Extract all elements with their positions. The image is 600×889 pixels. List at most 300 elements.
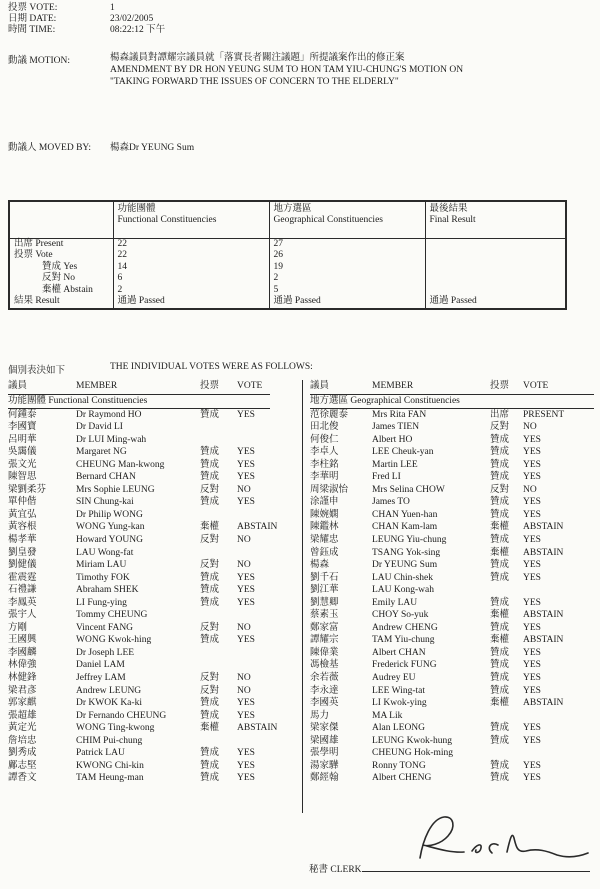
member-name-en: Miriam LAU	[76, 560, 127, 571]
member-vote-zh	[490, 710, 523, 723]
member-name-zh: 湯家驊	[310, 760, 339, 771]
member-row	[310, 672, 594, 685]
member-name-en: Ronny TONG	[372, 760, 426, 771]
member-vote-en	[237, 421, 300, 434]
member-name-en: LI Kwok-ying	[372, 698, 427, 709]
member-vote-en: YES	[523, 723, 541, 734]
member-row	[8, 772, 300, 785]
member-row	[310, 521, 594, 534]
member-name-zh: 林偉強	[8, 660, 37, 671]
member-name-zh: 劉千石	[310, 572, 339, 583]
member-name-en: Andrew CHENG	[372, 622, 438, 633]
member-row	[310, 647, 594, 660]
member-row	[8, 710, 300, 723]
member-name-en: Bernard CHAN	[76, 472, 136, 483]
member-row	[8, 521, 300, 534]
summary-row	[9, 262, 566, 274]
moved-by-value: 楊森Dr YEUNG Sum	[110, 143, 195, 153]
member-vote-en	[523, 584, 594, 597]
summary-final-value	[425, 273, 566, 285]
date-value: 23/02/2005	[110, 13, 154, 24]
member-name-en: TSANG Yok-sing	[372, 547, 441, 558]
member-vote-zh	[200, 647, 237, 660]
member-vote-zh: 棄權	[490, 635, 510, 646]
member-vote-en	[237, 647, 300, 660]
member-vote-en: ABSTAIN	[523, 635, 564, 646]
votes-column-header	[310, 380, 594, 395]
vote-header-en: VOTE	[237, 381, 263, 391]
clerk-label: 秘書 CLERK	[309, 865, 362, 875]
member-row	[8, 760, 300, 773]
member-name-zh: 陳婉嫻	[310, 509, 339, 520]
member-name-en: WONG Yung-kan	[76, 522, 145, 533]
member-name-zh: 劉健儀	[8, 560, 37, 571]
member-vote-en: YES	[523, 497, 541, 508]
member-row	[310, 471, 594, 484]
member-name-zh: 譚耀宗	[310, 635, 339, 646]
member-vote-zh	[200, 434, 237, 447]
member-vote-zh: 贊成	[490, 672, 510, 683]
member-vote-en	[237, 434, 300, 447]
member-row	[8, 421, 300, 434]
member-name-en: James TIEN	[372, 422, 420, 433]
member-vote-en: NO	[237, 672, 251, 683]
member-name-en: Dr LUI Ming-wah	[76, 434, 147, 445]
member-vote-zh: 反對	[490, 422, 510, 433]
member-row	[8, 446, 300, 459]
member-row	[8, 622, 300, 635]
member-name-zh: 李柱銘	[310, 459, 339, 470]
member-vote-en: YES	[523, 509, 541, 520]
member-row	[8, 634, 300, 647]
member-name-zh: 譚香文	[8, 773, 37, 784]
member-name-en: WONG Ting-kwong	[76, 723, 155, 734]
member-vote-zh: 贊成	[200, 572, 220, 583]
member-vote-zh: 棄權	[490, 610, 510, 621]
member-name-en: CHIM Pui-chung	[76, 735, 143, 746]
geographical-members-list	[310, 409, 594, 785]
member-vote-en: YES	[237, 459, 255, 470]
member-vote-en: ABSTAIN	[523, 522, 564, 533]
member-row	[310, 434, 594, 447]
member-name-zh: 黃容根	[8, 522, 37, 533]
member-name-en: Patrick LAU	[76, 748, 125, 759]
member-vote-en: NO	[237, 622, 251, 633]
member-vote-zh: 贊成	[490, 723, 510, 734]
member-name-zh: 李永達	[310, 685, 339, 696]
vote-header-en: VOTE	[523, 381, 549, 391]
member-name-en: KWONG Chi-kin	[76, 760, 144, 771]
member-row	[8, 672, 300, 685]
member-name-zh: 林健鋒	[8, 672, 37, 683]
member-vote-en: YES	[523, 597, 541, 608]
member-name-en: LAU Wong-fat	[76, 547, 134, 558]
member-row	[8, 647, 300, 660]
member-vote-zh: 贊成	[490, 534, 510, 545]
member-name-zh: 李華明	[310, 472, 339, 483]
member-name-zh: 田北俊	[310, 422, 339, 433]
member-name-zh: 何俊仁	[310, 434, 339, 445]
member-row	[8, 597, 300, 610]
member-vote-zh	[490, 584, 523, 597]
member-row	[8, 496, 300, 509]
summary-functional-value: 6	[113, 273, 269, 285]
member-vote-zh: 反對	[200, 685, 220, 696]
member-name-en: CHEUNG Hok-ming	[372, 748, 454, 759]
member-row	[310, 534, 594, 547]
member-vote-en: NO	[237, 534, 251, 545]
member-vote-zh	[200, 421, 237, 434]
member-vote-zh: 棄權	[490, 547, 510, 558]
member-name-zh: 鄭經翰	[310, 773, 339, 784]
individual-votes-heading	[8, 362, 313, 376]
summary-row-label: 出席 Present	[14, 238, 64, 249]
member-name-en: CHAN Yuen-han	[372, 509, 438, 520]
member-name-zh: 張宇人	[8, 610, 37, 621]
member-vote-en: YES	[237, 447, 255, 458]
functional-group-label: 功能團體 Functional Constituencies	[8, 395, 270, 409]
member-vote-en: YES	[523, 572, 541, 583]
summary-table	[8, 200, 567, 310]
member-vote-zh: 反對	[200, 560, 220, 571]
votes-column-header	[8, 380, 270, 395]
member-vote-zh: 贊成	[490, 459, 510, 470]
geographical-constituencies-column	[310, 380, 594, 785]
motion-line-en-2: "TAKING FORWARD THE ISSUES OF CONCERN TO THE ELDERLY"	[110, 77, 399, 87]
member-row	[310, 597, 594, 610]
member-vote-en: NO	[523, 422, 537, 433]
member-vote-zh: 贊成	[200, 710, 220, 721]
member-vote-zh: 贊成	[490, 647, 510, 658]
member-vote-en: YES	[523, 622, 541, 633]
member-vote-zh: 反對	[490, 484, 510, 495]
member-vote-en: YES	[523, 672, 541, 683]
member-row	[310, 459, 594, 472]
member-name-en: SIN Chung-kai	[76, 497, 134, 508]
member-vote-zh	[200, 509, 237, 522]
member-row	[310, 747, 594, 760]
member-row	[310, 760, 594, 773]
member-vote-en: YES	[237, 409, 255, 420]
member-row	[310, 484, 594, 497]
member-row	[8, 484, 300, 497]
member-name-en: Albert CHENG	[372, 773, 432, 784]
member-name-en: CHEUNG Man-kwong	[76, 459, 165, 470]
member-vote-en: PRESENT	[523, 409, 565, 420]
member-row	[310, 685, 594, 698]
member-row	[310, 584, 594, 597]
member-row	[8, 722, 300, 735]
member-header-zh: 議員	[310, 381, 330, 391]
member-vote-en: YES	[237, 760, 255, 771]
member-name-zh: 呂明華	[8, 434, 37, 445]
member-name-en: Mrs Selina CHOW	[372, 484, 445, 495]
member-vote-en: YES	[237, 698, 255, 709]
member-vote-zh: 贊成	[200, 773, 220, 784]
member-vote-en: NO	[237, 560, 251, 571]
member-name-en: Martin LEE	[372, 459, 418, 470]
summary-row	[9, 285, 566, 297]
member-vote-zh: 贊成	[490, 660, 510, 671]
member-row	[8, 735, 300, 748]
member-name-en: James TO	[372, 497, 410, 508]
member-vote-en: YES	[523, 472, 541, 483]
member-row	[310, 710, 594, 723]
member-name-en: Albert CHAN	[372, 647, 426, 658]
functional-constituencies-column	[8, 380, 300, 785]
member-vote-en: YES	[237, 572, 255, 583]
member-name-zh: 馬力	[310, 710, 330, 721]
time-label: 時間 TIME:	[8, 24, 56, 35]
member-name-zh: 陳偉業	[310, 647, 339, 658]
member-name-en: Albert HO	[372, 434, 413, 445]
motion-line-en-1: AMENDMENT BY DR HON YEUNG SUM TO HON TAM YIU-CHUNG'S MOTION ON	[110, 65, 464, 75]
member-name-en: CHAN Kam-lam	[372, 522, 438, 533]
member-vote-en	[237, 509, 300, 522]
member-vote-en: YES	[523, 647, 541, 658]
summary-row	[9, 296, 566, 308]
member-vote-zh: 出席	[490, 409, 510, 420]
member-vote-en: YES	[523, 773, 541, 784]
summary-header-final-zh: 最後結果	[429, 204, 468, 214]
member-name-zh: 陳智思	[8, 472, 37, 483]
member-row	[8, 659, 300, 672]
individual-votes-heading-zh: 個別表決如下	[8, 366, 66, 376]
member-vote-zh: 贊成	[490, 735, 510, 746]
member-vote-zh: 贊成	[490, 597, 510, 608]
member-name-en: Fred LI	[372, 472, 401, 483]
member-vote-en: YES	[237, 748, 255, 759]
summary-row-label: 投票 Vote	[14, 249, 53, 260]
member-name-zh: 李國英	[310, 698, 339, 709]
member-name-en: Dr Fernando CHEUNG	[76, 710, 167, 721]
member-name-zh: 何鍾泰	[8, 409, 37, 420]
motion-text	[110, 52, 580, 88]
geographical-group-label: 地方選區 Geographical Constituencies	[310, 395, 594, 409]
member-name-en: LEE Wing-tat	[372, 685, 425, 696]
member-name-en: Mrs Sophie LEUNG	[76, 484, 155, 495]
member-name-en: Dr David LI	[76, 422, 123, 433]
member-row	[310, 421, 594, 434]
member-header-zh: 議員	[8, 381, 28, 391]
member-vote-zh	[200, 735, 237, 748]
summary-header-geographical-en: Geographical Constituencies	[273, 215, 383, 225]
clerk-signature	[398, 810, 593, 868]
member-row	[310, 634, 594, 647]
member-vote-en	[523, 710, 594, 723]
summary-geographical-value: 26	[269, 250, 425, 262]
member-row	[8, 534, 300, 547]
member-name-en: WONG Kwok-hing	[76, 635, 152, 646]
member-row	[8, 471, 300, 484]
member-name-zh: 郭家麒	[8, 698, 37, 709]
member-name-en: CHOY So-yuk	[372, 610, 429, 621]
summary-header-row	[9, 201, 566, 238]
summary-functional-value: 22	[113, 238, 269, 250]
member-name-zh: 梁君彥	[8, 685, 37, 696]
summary-header-final	[425, 201, 566, 238]
member-name-en: LEE Cheuk-yan	[372, 447, 434, 458]
member-vote-zh: 贊成	[490, 622, 510, 633]
member-vote-en: YES	[523, 447, 541, 458]
member-name-zh: 陳鑑林	[310, 522, 339, 533]
member-name-en: Dr Raymond HO	[76, 409, 142, 420]
member-row	[8, 747, 300, 760]
member-name-zh: 楊孝華	[8, 534, 37, 545]
date-label: 日期 DATE:	[8, 13, 57, 24]
member-name-zh: 蔡素玉	[310, 610, 339, 621]
member-name-zh: 范徐麗泰	[310, 409, 349, 420]
member-row	[310, 735, 594, 748]
member-vote-en	[237, 659, 300, 672]
member-name-zh: 黃宜弘	[8, 509, 37, 520]
member-vote-zh	[490, 747, 523, 760]
member-row	[310, 659, 594, 672]
member-vote-zh: 棄權	[200, 723, 220, 734]
member-name-en: Howard YOUNG	[76, 534, 143, 545]
member-vote-zh: 贊成	[200, 409, 220, 420]
member-vote-zh: 贊成	[490, 685, 510, 696]
summary-geographical-value: 2	[269, 273, 425, 285]
member-vote-zh: 贊成	[490, 509, 510, 520]
member-vote-en: YES	[237, 710, 255, 721]
summary-row-label: 棄權 Abstain	[42, 284, 93, 295]
vote-number-label: 投票 VOTE:	[8, 3, 58, 13]
member-row	[310, 446, 594, 459]
member-vote-zh: 反對	[200, 484, 220, 495]
member-row	[310, 572, 594, 585]
member-vote-en: NO	[237, 484, 251, 495]
member-name-zh: 楊森	[310, 560, 330, 571]
summary-header-geographical	[269, 201, 425, 238]
summary-row	[9, 273, 566, 285]
member-vote-en: YES	[523, 560, 541, 571]
member-vote-en: YES	[523, 660, 541, 671]
member-vote-zh: 棄權	[490, 698, 510, 709]
member-vote-en: ABSTAIN	[523, 698, 564, 709]
member-vote-zh	[200, 659, 237, 672]
summary-final-value	[425, 262, 566, 274]
member-row	[8, 609, 300, 622]
member-vote-zh: 贊成	[490, 560, 510, 571]
member-row	[310, 609, 594, 622]
member-row	[8, 572, 300, 585]
summary-geographical-value: 19	[269, 262, 425, 274]
member-vote-en: YES	[523, 685, 541, 696]
summary-final-value	[425, 238, 566, 250]
member-vote-zh	[200, 547, 237, 560]
summary-header-functional-zh: 功能團體	[117, 204, 156, 214]
summary-final-value: 通過 Passed	[425, 296, 566, 308]
member-row	[310, 559, 594, 572]
member-name-en: Frederick FUNG	[372, 660, 437, 671]
member-vote-en	[237, 547, 300, 560]
member-name-zh: 李國寶	[8, 422, 37, 433]
summary-header-functional	[113, 201, 269, 238]
member-vote-en: ABSTAIN	[523, 610, 564, 621]
member-vote-zh: 反對	[200, 622, 220, 633]
member-name-zh: 鄺志堅	[8, 760, 37, 771]
motion-line-zh: 楊森議員對譚耀宗議員就「落實長者關注議題」所提議案作出的修正案	[110, 53, 405, 63]
date-row	[8, 14, 165, 25]
column-divider-line	[302, 380, 303, 813]
member-vote-zh: 贊成	[200, 472, 220, 483]
member-name-zh: 余若薇	[310, 672, 339, 683]
summary-header-empty	[9, 201, 113, 238]
member-vote-zh: 贊成	[200, 585, 220, 596]
member-name-zh: 霍震霆	[8, 572, 37, 583]
member-vote-zh: 贊成	[490, 760, 510, 771]
member-row	[310, 772, 594, 785]
member-header-en: MEMBER	[76, 381, 118, 391]
vote-number-value: 1	[110, 3, 115, 13]
summary-functional-value: 2	[113, 285, 269, 297]
member-row	[310, 622, 594, 635]
member-name-zh: 詹培忠	[8, 735, 37, 746]
member-row	[8, 547, 300, 560]
member-vote-zh: 贊成	[490, 773, 510, 784]
member-row	[8, 697, 300, 710]
member-vote-zh: 贊成	[490, 497, 510, 508]
summary-geographical-value: 27	[269, 238, 425, 250]
time-row	[8, 25, 165, 36]
individual-votes-table	[0, 380, 600, 815]
member-vote-zh: 棄權	[200, 522, 220, 533]
member-vote-zh: 贊成	[490, 472, 510, 483]
member-name-zh: 周梁淑怡	[310, 484, 349, 495]
vote-header-zh: 投票	[490, 381, 510, 391]
member-vote-zh: 贊成	[200, 760, 220, 771]
member-name-zh: 鄭家富	[310, 622, 339, 633]
time-value: 08:22:12 下午	[110, 24, 166, 35]
member-name-en: Tommy CHEUNG	[76, 610, 148, 621]
member-name-zh: 曾鈺成	[310, 547, 339, 558]
member-name-en: LI Fung-ying	[76, 597, 127, 608]
member-row	[8, 559, 300, 572]
member-vote-zh: 棄權	[490, 522, 510, 533]
member-row	[8, 434, 300, 447]
member-name-en: Emily LAU	[372, 597, 418, 608]
member-name-en: Andrew LEUNG	[76, 685, 142, 696]
member-vote-en: ABSTAIN	[523, 547, 564, 558]
motion-label: 動議 MOTION:	[8, 56, 71, 66]
summary-header-final-en: Final Result	[429, 215, 476, 225]
summary-header-geographical-zh: 地方選區	[273, 204, 312, 214]
member-vote-en: YES	[237, 585, 255, 596]
summary-row-label: 贊成 Yes	[42, 261, 78, 272]
member-name-en: Timothy FOK	[76, 572, 130, 583]
member-vote-en	[523, 747, 594, 760]
individual-votes-heading-en: THE INDIVIDUAL VOTES WERE AS FOLLOWS:	[110, 362, 313, 372]
member-name-en: Dr Philip WONG	[76, 509, 143, 520]
member-vote-zh: 贊成	[200, 698, 220, 709]
summary-row	[9, 250, 566, 262]
member-name-zh: 李鳳英	[8, 597, 37, 608]
member-name-en: TAM Heung-man	[76, 773, 144, 784]
member-name-en: Alan LEONG	[372, 723, 426, 734]
member-name-zh: 梁耀忠	[310, 534, 339, 545]
member-vote-zh: 贊成	[490, 434, 510, 445]
member-name-en: Margaret NG	[76, 447, 127, 458]
member-row	[310, 547, 594, 560]
member-vote-en: YES	[237, 472, 255, 483]
member-vote-zh: 贊成	[200, 635, 220, 646]
member-vote-en: YES	[237, 497, 255, 508]
member-name-en: LEUNG Yiu-chung	[372, 534, 447, 545]
member-vote-en: YES	[523, 434, 541, 445]
member-name-zh: 李卓人	[310, 447, 339, 458]
member-name-en: MA Lik	[372, 710, 403, 721]
